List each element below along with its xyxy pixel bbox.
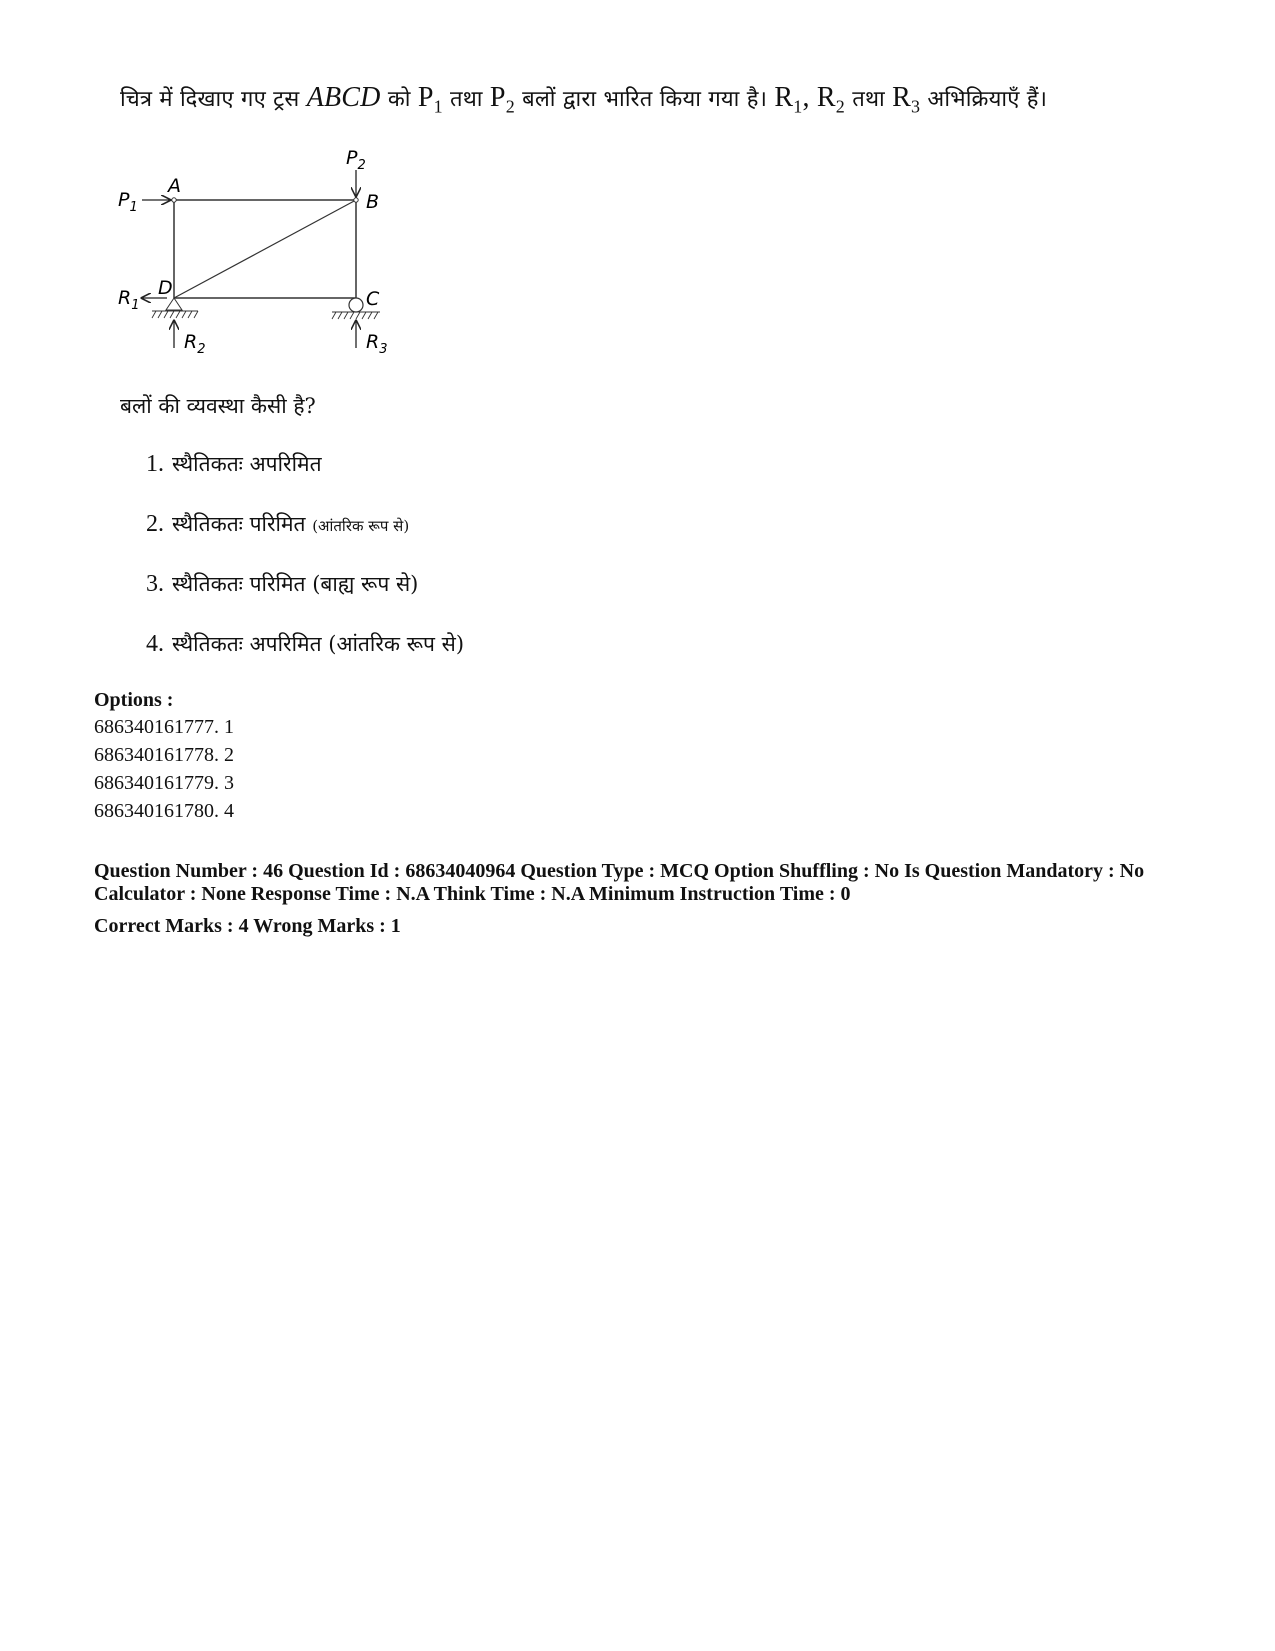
choice-item: 2. स्थैतिकतः परिमित (आंतरिक रूप से) <box>146 511 410 537</box>
options-title: Options : <box>94 689 174 711</box>
question-stem <box>120 82 1047 118</box>
stem-text: तथा <box>450 87 483 112</box>
question-prompt: बलों की व्यवस्था कैसी है? <box>120 394 316 418</box>
option-line: 686340161780. 4 <box>94 800 234 822</box>
truss-diagram <box>112 148 412 370</box>
pin-support-icon <box>166 298 182 310</box>
stem-text: अभिक्रियाएँ हैं। <box>927 87 1048 112</box>
choice-item: 3. स्थैतिकतः परिमित (बाह्य रूप से) <box>146 571 419 597</box>
label-b: B <box>366 191 380 213</box>
joint-a <box>172 198 176 202</box>
marks-info: Correct Marks : 4 Wrong Marks : 1 <box>94 915 401 937</box>
joint-b <box>354 198 358 202</box>
label-a: A <box>168 175 181 197</box>
ground-hatch-icon <box>152 311 198 318</box>
reaction-r3: $R_3$ <box>892 82 921 117</box>
label-r1: $R_1$ <box>118 287 140 313</box>
choice-item: 1. स्थैतिकतः अपरिमित <box>146 451 322 477</box>
stem-text: तथा <box>852 87 885 112</box>
force-p2: $P_2$ <box>489 82 515 117</box>
option-line: 686340161779. 3 <box>94 772 234 794</box>
ground-hatch-icon <box>332 312 378 319</box>
stem-text: बलों द्वारा भारित किया गया है। <box>522 87 768 112</box>
reaction-r1: $R_1$, <box>774 82 810 117</box>
label-p1: $P_1$ <box>118 189 138 215</box>
stem-text: को <box>387 87 411 112</box>
member-db <box>174 200 356 298</box>
truss-name: ABCD <box>306 82 381 113</box>
label-p2: $P_2$ <box>346 147 366 173</box>
label-r2: $R_2$ <box>184 331 206 357</box>
label-d: D <box>158 277 173 299</box>
force-p1: $P_1$ <box>417 82 443 117</box>
reaction-r2: $R_2$ <box>816 82 845 117</box>
option-line: 686340161777. 1 <box>94 716 234 738</box>
choice-item: 4. स्थैतिकतः अपरिमित (आंतरिक रूप से) <box>146 631 465 657</box>
label-c: C <box>366 288 380 310</box>
question-info: Question Number : 46 Question Id : 68634040964 Question Type : MCQ Option Shuffling : No Is Question Mandatory : No Calculator : None Response Time : N.A Think Time : N.A Minimum Instruction Time : 0 <box>94 860 1145 905</box>
label-r3: $R_3$ <box>366 331 388 357</box>
stem-text: चित्र में दिखाए गए ट्रस <box>120 87 300 112</box>
roller-support-icon <box>349 298 363 312</box>
option-line: 686340161778. 2 <box>94 744 234 766</box>
